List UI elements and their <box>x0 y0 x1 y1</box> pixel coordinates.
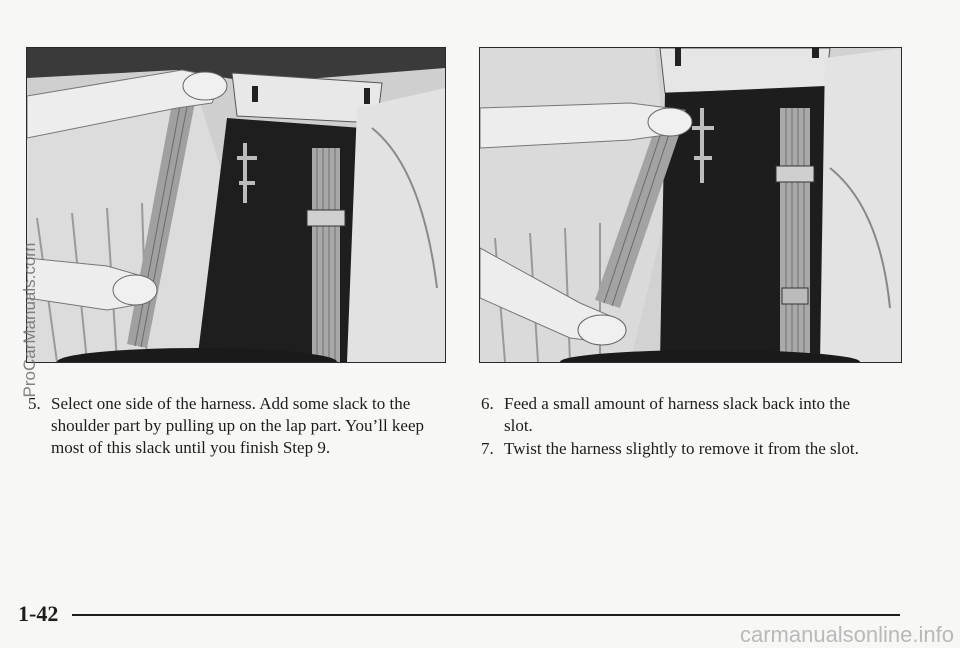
harness-feed-photo <box>479 47 902 363</box>
instruction-step-6 <box>481 393 881 437</box>
harness-feed-illustration <box>480 48 901 362</box>
step-text: Select one side of the harness. Add some slack to the shoulder part by pulling up on the lap part. You’ll keep most of this slack until you finish Step 9. <box>51 394 425 457</box>
step-text: Feed a small amount of harness slack back into the slot. <box>504 394 851 435</box>
step-text: Twist the harness slightly to remove it from the slot. <box>504 439 859 458</box>
bottom-watermark: carmanualsonline.info <box>739 622 954 647</box>
side-watermark: ProCarManuals.com <box>20 242 39 398</box>
step-number: 6. <box>481 394 494 413</box>
page-number: 1-42 <box>18 601 59 626</box>
harness-slack-illustration <box>27 48 445 362</box>
step-number: 5. <box>28 394 41 413</box>
footer-rule <box>72 614 900 616</box>
step-number: 7. <box>481 439 494 458</box>
harness-slack-photo <box>26 47 446 363</box>
instruction-step-7 <box>481 438 911 460</box>
instruction-step-5 <box>28 393 448 459</box>
